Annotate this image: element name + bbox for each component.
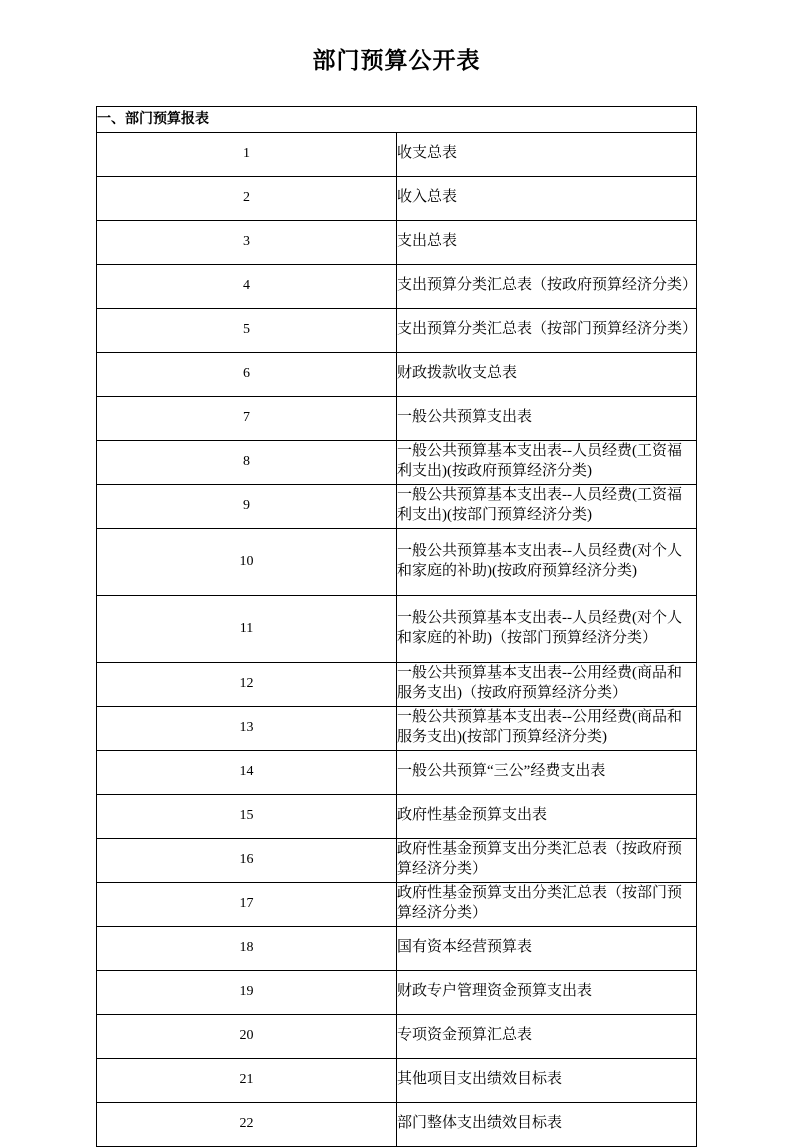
table-row xyxy=(97,132,697,176)
row-number: 2 xyxy=(97,176,397,220)
table-row xyxy=(97,794,697,838)
row-number: 16 xyxy=(97,838,397,882)
page-title: 部门预算公开表 xyxy=(312,48,481,74)
table-row xyxy=(97,484,697,528)
table-row xyxy=(97,528,697,595)
row-label: 政府性基金预算支出分类汇总表（按政府预算经济分类） xyxy=(397,838,697,882)
row-number: 7 xyxy=(97,396,397,440)
table-row xyxy=(97,1014,697,1058)
row-number: 13 xyxy=(97,706,397,750)
table-row xyxy=(97,838,697,882)
table-row xyxy=(97,1058,697,1102)
table-row xyxy=(97,176,697,220)
row-label: 财政拨款收支总表 xyxy=(397,352,697,396)
table-row xyxy=(97,1102,697,1146)
row-number: 8 xyxy=(97,440,397,484)
row-label: 一般公共预算基本支出表--人员经费(对个人和家庭的补助)（按部门预算经济分类） xyxy=(397,595,697,662)
budget-table-container xyxy=(96,106,697,1147)
row-number: 21 xyxy=(97,1058,397,1102)
table-row xyxy=(97,396,697,440)
row-number: 19 xyxy=(97,970,397,1014)
row-label: 国有资本经营预算表 xyxy=(397,926,697,970)
table-row xyxy=(97,662,697,706)
table-row xyxy=(97,264,697,308)
row-number: 15 xyxy=(97,794,397,838)
row-label: 支出总表 xyxy=(397,220,697,264)
table-row xyxy=(97,926,697,970)
row-number: 22 xyxy=(97,1102,397,1146)
row-label: 政府性基金预算支出表 xyxy=(397,794,697,838)
table-row xyxy=(97,706,697,750)
row-label: 一般公共预算基本支出表--人员经费(工资福利支出)(按政府预算经济分类) xyxy=(397,440,697,484)
row-label: 一般公共预算“三公”经费支出表 xyxy=(397,750,697,794)
row-number: 5 xyxy=(97,308,397,352)
table-row xyxy=(97,595,697,662)
row-label: 专项资金预算汇总表 xyxy=(397,1014,697,1058)
budget-table-body xyxy=(97,106,697,1146)
row-label: 部门整体支出绩效目标表 xyxy=(397,1102,697,1146)
row-number: 17 xyxy=(97,882,397,926)
row-label: 一般公共预算基本支出表--人员经费(对个人和家庭的补助)(按政府预算经济分类) xyxy=(397,528,697,595)
row-label: 政府性基金预算支出分类汇总表（按部门预算经济分类） xyxy=(397,882,697,926)
row-label: 一般公共预算基本支出表--人员经费(工资福利支出)(按部门预算经济分类) xyxy=(397,484,697,528)
section-header-row xyxy=(97,106,697,132)
row-number: 20 xyxy=(97,1014,397,1058)
row-number: 14 xyxy=(97,750,397,794)
row-label: 一般公共预算支出表 xyxy=(397,396,697,440)
table-row xyxy=(97,970,697,1014)
row-number: 12 xyxy=(97,662,397,706)
row-number: 10 xyxy=(97,528,397,595)
row-label: 收入总表 xyxy=(397,176,697,220)
row-number: 11 xyxy=(97,595,397,662)
budget-report-table xyxy=(96,106,697,1147)
row-label: 财政专户管理资金预算支出表 xyxy=(397,970,697,1014)
row-label: 收支总表 xyxy=(397,132,697,176)
row-label: 其他项目支出绩效目标表 xyxy=(397,1058,697,1102)
row-number: 3 xyxy=(97,220,397,264)
table-row xyxy=(97,308,697,352)
table-row xyxy=(97,440,697,484)
row-number: 4 xyxy=(97,264,397,308)
row-label: 一般公共预算基本支出表--公用经费(商品和服务支出)（按政府预算经济分类） xyxy=(397,662,697,706)
row-number: 1 xyxy=(97,132,397,176)
row-number: 9 xyxy=(97,484,397,528)
row-number: 18 xyxy=(97,926,397,970)
table-row xyxy=(97,220,697,264)
row-label: 支出预算分类汇总表（按部门预算经济分类） xyxy=(397,308,697,352)
row-label: 支出预算分类汇总表（按政府预算经济分类） xyxy=(397,264,697,308)
table-row xyxy=(97,750,697,794)
row-number: 6 xyxy=(97,352,397,396)
section-header-cell: 一、部门预算报表 xyxy=(97,106,697,132)
table-row xyxy=(97,352,697,396)
table-row xyxy=(97,882,697,926)
row-label: 一般公共预算基本支出表--公用经费(商品和服务支出)(按部门预算经济分类) xyxy=(397,706,697,750)
